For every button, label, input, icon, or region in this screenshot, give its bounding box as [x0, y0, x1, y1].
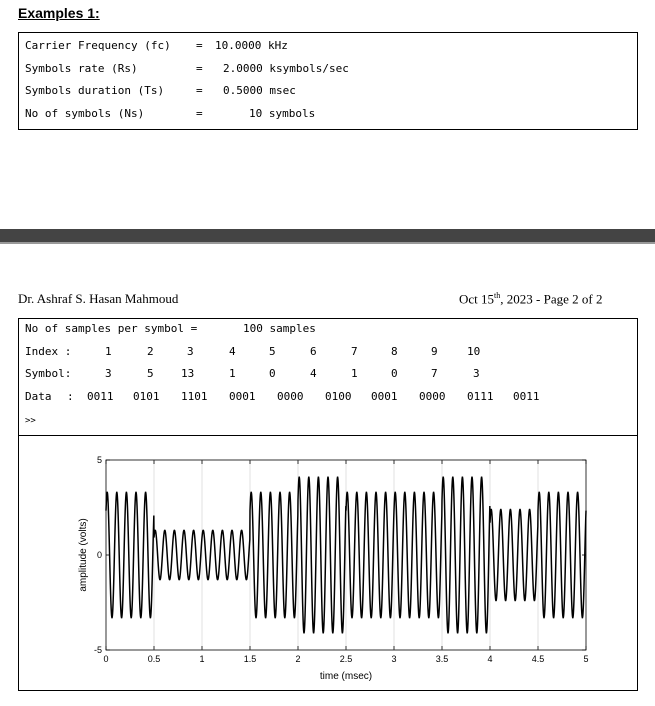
- symbol-value: 13: [181, 367, 195, 380]
- samples-label: No of samples per symbol =: [25, 322, 198, 335]
- param-equals: =: [196, 62, 203, 75]
- date-superscript: th: [494, 291, 501, 300]
- param-value: 2.0000 ksymbols/sec: [223, 62, 349, 75]
- index-value: 6: [310, 345, 317, 358]
- data-bits: 0111: [467, 390, 494, 403]
- waveform-chart: [19, 436, 637, 690]
- data-bits: 0000: [419, 390, 446, 403]
- x-tick-label: 2.5: [339, 654, 353, 664]
- param-label: Symbols duration (Ts): [25, 84, 165, 97]
- data-bits: 0001: [229, 390, 256, 403]
- x-tick-label: 1: [199, 654, 205, 664]
- date-suffix: , 2023 - Page 2 of 2: [500, 291, 603, 307]
- param-value: 10.0000 kHz: [215, 39, 288, 52]
- index-value: 3: [187, 345, 194, 358]
- data-label: Data: [25, 390, 52, 403]
- index-value: 7: [351, 345, 358, 358]
- x-tick-label: 3.5: [435, 654, 449, 664]
- data-bits: 0011: [87, 390, 114, 403]
- symbol-value: 0: [269, 367, 276, 380]
- figure-box: [18, 435, 638, 691]
- data-bits: 0001: [371, 390, 398, 403]
- param-label: Carrier Frequency (fc): [25, 39, 171, 52]
- data-bits: 0100: [325, 390, 352, 403]
- index-value: 10: [467, 345, 481, 358]
- symbol-value: 4: [310, 367, 317, 380]
- symbol-value: 1: [229, 367, 236, 380]
- symbol-value: 0: [391, 367, 398, 380]
- x-axis-label: time (msec): [319, 671, 373, 682]
- example-heading: Examples 1:: [18, 5, 100, 21]
- samples-value: 100 samples: [243, 322, 316, 335]
- data-bits: 0011: [513, 390, 540, 403]
- param-equals: =: [196, 84, 203, 97]
- symbol-label: Symbol:: [25, 367, 72, 380]
- x-tick-label: 4.5: [531, 654, 545, 664]
- index-value: 1: [105, 345, 112, 358]
- symbol-value: 1: [351, 367, 358, 380]
- x-tick-label: 1.5: [243, 654, 257, 664]
- x-tick-label: 0: [103, 654, 109, 664]
- y-tick-label: 5: [96, 455, 102, 465]
- y-tick-label: -5: [93, 645, 102, 655]
- parameters-box: [18, 32, 638, 130]
- param-label: No of symbols (Ns): [25, 107, 145, 120]
- y-tick-label: 0: [96, 550, 102, 560]
- data-bits: 0101: [133, 390, 160, 403]
- symbol-value: 5: [147, 367, 154, 380]
- index-value: 9: [431, 345, 438, 358]
- page-date: [459, 291, 602, 307]
- param-value: 10 symbols: [249, 107, 316, 120]
- index-label: Index :: [25, 345, 72, 358]
- index-value: 2: [147, 345, 154, 358]
- param-equals: =: [196, 107, 203, 120]
- console-output-box: [18, 318, 638, 436]
- index-value: 4: [229, 345, 236, 358]
- author-name: Dr. Ashraf S. Hasan Mahmoud: [18, 291, 179, 306]
- index-value: 5: [269, 345, 276, 358]
- data-bits: 0000: [277, 390, 304, 403]
- data-bits: 1101: [181, 390, 208, 403]
- page-separator-shadow: [0, 242, 655, 244]
- x-tick-label: 3: [391, 654, 397, 664]
- page-separator: [0, 229, 655, 242]
- index-value: 8: [391, 345, 398, 358]
- x-tick-label: 2: [295, 654, 301, 664]
- y-axis-label: amplitude (volts): [78, 518, 89, 592]
- command-prompt: >>: [25, 416, 36, 426]
- x-tick-label: 5: [583, 654, 589, 664]
- x-tick-label: 4: [487, 654, 493, 664]
- x-tick-label: 0.5: [147, 654, 161, 664]
- symbol-value: 3: [473, 367, 480, 380]
- symbol-value: 7: [431, 367, 438, 380]
- param-label: Symbols rate (Rs): [25, 62, 138, 75]
- param-value: 0.5000 msec: [223, 84, 296, 97]
- symbol-value: 3: [105, 367, 112, 380]
- data-colon: :: [67, 390, 74, 403]
- param-equals: =: [196, 39, 203, 52]
- date-prefix: Oct 15: [459, 291, 495, 307]
